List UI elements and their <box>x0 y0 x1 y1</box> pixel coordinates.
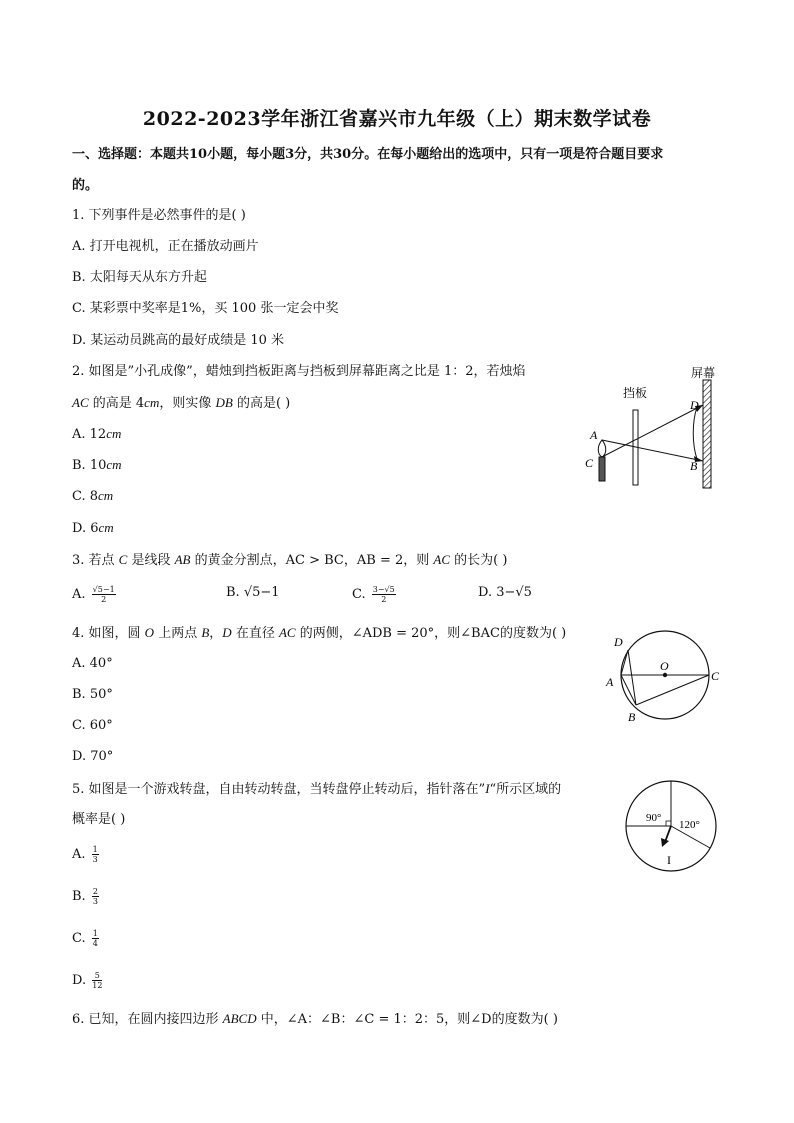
q2-option-a: A. 12cm <box>72 426 122 442</box>
label-a: A <box>590 428 598 442</box>
exam-title: 2022-2023学年浙江省嘉兴市九年级（上）期末数学试卷 <box>142 108 652 130</box>
label-c: C <box>585 456 594 470</box>
pointer <box>665 826 671 842</box>
var-db: DB <box>215 395 233 410</box>
section-heading: 一、选择题：本题共10小题，每小题3分，共30分。在每小题给出的选项中，只有一项是符合题目要求 <box>72 147 664 162</box>
label-a: A <box>606 675 614 689</box>
section-heading-cont: 的。 <box>72 178 99 193</box>
label-board: 挡板 <box>623 386 648 400</box>
label-b: B <box>628 710 636 724</box>
q4-option-a: A. 40° <box>72 656 113 671</box>
q5-option-a: A. $\frac{1}{3}$ <box>72 845 98 864</box>
q4-stem: 4. 如图，圆 O 上两点 B，D 在直径 AC 的两侧，∠ADB = 20°，则∠BAC的度数为( ) <box>72 625 567 641</box>
label-d: D <box>690 398 699 412</box>
q2-stem-line1: 2. 如图是”小孔成像”，蜡烛到挡板距离与挡板到屏幕距离之比是 1：2，若烛焰 <box>72 364 526 379</box>
q1-option-b: B. 太阳每天从东方升起 <box>72 270 207 285</box>
q2-option-b: B. 10cm <box>72 457 122 473</box>
q1-option-c: C. 某彩票中奖率是1%，买 100 张一定会中奖 <box>72 301 339 316</box>
unit-cm: cm <box>144 395 160 410</box>
q1-option-d: D. 某运动员跳高的最好成绩是 10 米 <box>72 333 285 348</box>
q3-option-d: D. 3−√5 <box>478 585 532 600</box>
label-120: 120° <box>679 819 700 831</box>
pinhole-figure <box>580 362 730 497</box>
label-d: D <box>614 635 623 649</box>
q3-option-b: B. √5−1 <box>226 585 280 600</box>
var-ac: AC <box>72 395 89 410</box>
q5-option-b: B. $\frac{2}{3}$ <box>72 887 98 906</box>
q3-stem: 3. 若点 C 是线段 AB 的黄金分割点，AC > BC，AB = 2，则 AC 的长为( ) <box>72 552 508 568</box>
candle <box>599 457 605 481</box>
screen <box>703 380 711 488</box>
circle-figure <box>598 628 728 728</box>
q5-stem-line1: 5. 如图是一个游戏转盘，自由转动转盘，当转盘停止转动后，指针落在”I“所示区域的 <box>72 781 562 797</box>
q3-option-a: A. $\frac{√5-1}{2}$ <box>72 585 115 604</box>
q1-stem: 1. 下列事件是必然事件的是( ) <box>72 208 246 223</box>
q2-option-c: C. 8cm <box>72 488 114 504</box>
q5-option-d: D. $\frac{5}{12}$ <box>72 971 103 990</box>
q4-option-b: B. 50° <box>72 687 113 702</box>
label-o: O <box>660 659 669 673</box>
q5-stem-line2: 概率是( ) <box>72 812 126 827</box>
flame <box>598 440 606 457</box>
label-90: 90° <box>646 812 662 824</box>
label-i: I <box>667 853 671 867</box>
q5-option-c: C. $\frac{1}{4}$ <box>72 929 98 948</box>
spinner-figure <box>624 776 724 876</box>
q2-text-2: ，则实像 <box>159 396 216 411</box>
q6-stem: 6. 已知，在圆内接四边形 ABCD 中，∠A：∠B：∠C = 1：2：5，则∠D的度数为( ) <box>72 1011 558 1027</box>
q2-option-d: D. 6cm <box>72 520 114 536</box>
q3-option-c: C. $\frac{3-√5}{2}$ <box>352 585 395 604</box>
q2-text: 的高是 4 <box>88 396 145 411</box>
q2-stem-line2 <box>72 394 290 413</box>
q4-option-c: C. 60° <box>72 718 113 733</box>
label-c: C <box>711 669 720 683</box>
q4-option-d: D. 70° <box>72 749 114 764</box>
label-screen: 屏幕 <box>691 366 716 380</box>
q1-option-a: A. 打开电视机，正在播放动画片 <box>72 239 259 254</box>
label-b: B <box>690 459 698 473</box>
q2-text-3: 的高是( ) <box>232 396 291 411</box>
